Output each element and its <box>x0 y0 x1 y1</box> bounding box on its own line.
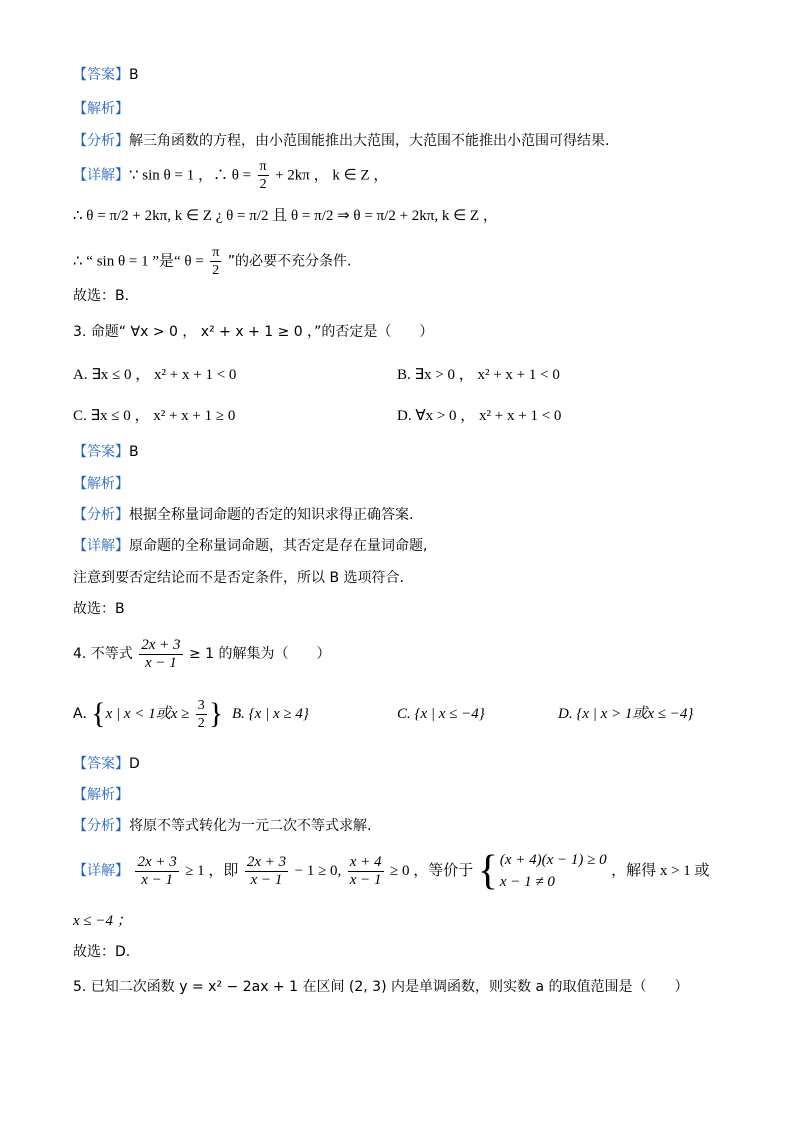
option-a: A. ∃x ≤ 0 ， x² + x + 1 < 0 <box>73 367 237 383</box>
conclusion-a: ∴ “ sin θ = 1 ”是“ θ = <box>73 253 204 270</box>
answer-tag: 【答案】 <box>73 756 129 772</box>
answer-value: B <box>129 67 139 83</box>
xiangjie-row: 【详解】 $\frac{2x + 3}{x - 1}$ ≥ 1 ，即 $\frac{2x + 3}{x - 1}$ − 1 ≥ 0, $\frac{x + 4}{x - 1}$ ≥ 0 ，等价于 { (x + 4)(x − 1) ≥ 0 x − 1 ≠ 0 ，解得 x > 1 或 <box>73 848 710 894</box>
option-d: D. ∀x > 0 ， x² + x + 1 < 0 <box>397 408 562 424</box>
fenxi-row <box>73 817 371 835</box>
jiexi-tag: 【解析】 <box>73 787 129 803</box>
option-c: C. ∃x ≤ 0 ， x² + x + 1 ≥ 0 <box>73 408 236 424</box>
equation-system: { (x + 4)(x − 1) ≥ 0 x − 1 ≠ 0 <box>477 848 607 894</box>
math-because: ∵ sin θ = 1 ，∴ θ = <box>129 167 252 184</box>
xiangjie-tag: 【详解】 <box>73 863 129 879</box>
answer-row <box>73 755 140 773</box>
fenxi-text: 解三角函数的方程，由小范围能推出大范围，大范围不能推出小范围可得结果. <box>129 133 610 149</box>
fraction: $\frac{2x + 3}{x - 1}$ <box>141 636 181 671</box>
fenxi-tag: 【分析】 <box>73 133 129 149</box>
xiangjie-tag: 【详解】 <box>73 167 129 184</box>
conclusion-b: ”的必要不充分条件. <box>227 253 352 270</box>
xiangjie-tag: 【详解】 <box>73 538 129 554</box>
jiexi-heading <box>73 786 129 804</box>
question-stem: 4. 不等式 $\frac{2x + 3}{x - 1}$ ≥ 1 的解集为（ ） <box>73 636 331 671</box>
answer-value: D <box>129 756 140 772</box>
fenxi-row <box>73 506 413 524</box>
jiexi-heading <box>73 100 129 118</box>
fraction: $\frac{x + 4}{x - 1}$ <box>349 853 382 888</box>
fenxi-text: 将原不等式转化为一元二次不等式求解. <box>129 818 372 834</box>
jiexi-tag: 【解析】 <box>73 101 129 117</box>
answer-tag: 【答案】 <box>73 67 129 83</box>
xiangjie-row <box>73 537 427 555</box>
jiexi-heading <box>73 475 129 493</box>
choose-line: 故选：B <box>73 601 125 617</box>
answer-value: B <box>129 444 139 460</box>
question-stem: 3. 命题“ ∀x > 0 ， x² + x + 1 ≥ 0 ，”的否定是（ ） <box>73 324 434 340</box>
note-line: 注意到要否定结论而不是否定条件，所以 B 选项符合. <box>73 570 404 586</box>
xiangjie-row <box>73 158 388 193</box>
option-b: B. {x | x ≥ 4} <box>232 706 309 722</box>
fenxi-tag: 【分析】 <box>73 818 129 834</box>
math-tail: + 2kπ ， k ∈ Z ， <box>275 167 389 184</box>
math-line-2: ∴ θ = π/2 + 2kπ, k ∈ Z ¿ θ = π/2 且 θ = π/2 ⇒ θ = π/2 + 2kπ, k ∈ Z ， <box>73 208 498 224</box>
math-line: x ≤ −4 ； <box>73 913 132 929</box>
choose-line: 故选：D. <box>73 944 131 960</box>
option-d: D. {x | x > 1或x ≤ −4} <box>558 706 694 722</box>
xiangjie-text: 原命题的全称量词命题，其否定是存在量词命题, <box>129 538 428 554</box>
answer-row <box>73 443 139 461</box>
answer-tag: 【答案】 <box>73 444 129 460</box>
answer-row <box>73 66 139 84</box>
fraction: $\frac{\pi}{2}$ <box>259 159 267 192</box>
fraction: $\frac{3}{2}$ <box>197 697 205 731</box>
conclusion-row <box>73 244 352 279</box>
fraction: $\frac{\pi}{2}$ <box>212 245 220 278</box>
fraction: $\frac{2x + 3}{x - 1}$ <box>246 853 287 888</box>
jiexi-tag: 【解析】 <box>73 476 129 492</box>
fenxi-text: 根据全称量词命题的否定的知识求得正确答案. <box>129 507 414 523</box>
question-stem: 5. 已知二次函数 y = x² − 2ax + 1 在区间 (2, 3) 内是单调函数，则实数 a 的取值范围是（ ） <box>73 979 689 995</box>
fenxi-tag: 【分析】 <box>73 507 129 523</box>
option-b: B. ∃x > 0 ， x² + x + 1 < 0 <box>397 367 560 383</box>
option-a: A. {x | x < 1或x ≥ $\frac{3}{2}$ } <box>73 697 224 731</box>
choose-line: 故选：B. <box>73 288 130 304</box>
fenxi-row <box>73 132 609 150</box>
option-c: C. {x | x ≤ −4} <box>397 706 485 722</box>
fraction: $\frac{2x + 3}{x - 1}$ <box>137 853 177 888</box>
